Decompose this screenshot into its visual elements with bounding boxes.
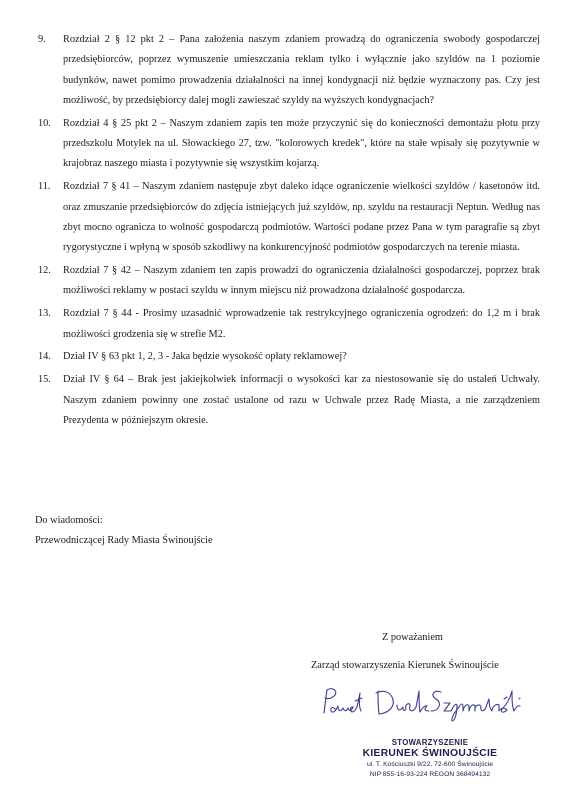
- item-number: 10.: [38, 117, 51, 129]
- stamp-tax-ids: NIP 855-16-93-224 REGON 368494132: [369, 771, 491, 778]
- list-item: [38, 261, 540, 302]
- item-number: 9.: [38, 34, 46, 45]
- item-text: Dział IV § 63 pkt 1, 2, 3 - Jaka będzie wysokość opłaty reklamowej?: [63, 351, 347, 363]
- item-number: 14.: [38, 351, 51, 363]
- list-item: [38, 177, 540, 258]
- stamp-address: ul. T. Kościuszki 9/22, 72-600 Świnoujście: [366, 761, 494, 768]
- item-text: Rozdział 7 § 44 - Prosimy uzasadnić wprowadzenie tak restrykcyjnego ograniczenia ogrodzeń: do 1,2 m i brak możliwości grodzenia się w strefie M2.: [63, 308, 540, 340]
- item-text: Rozdział 7 § 42 – Naszym zdaniem ten zapis prowadzi do ograniczenia działalności gospodarczej, poprzez brak możliwości reklamy w postaci szyldu w innym miejscu niż prowadzona działalność gospodarcza.: [63, 265, 540, 297]
- item-text: Rozdział 4 § 25 pkt 2 – Naszym zdaniem zapis ten może przyczynić się do konieczności demontażu płotu przy przedszkolu Motylek na ul. Słowackiego 27, tzw. "kolorowych kredek", które na stałe wpisały się pozytywnie w krajobraz naszego miasta i pozytywnie się wszystkim kojarzą.: [63, 117, 540, 170]
- cc-recipient: Przewodniczącej Rady Miasta Świnoujście: [35, 535, 213, 546]
- stamp-org-type: STOWARZYSZENIE: [391, 738, 469, 747]
- item-number: 15.: [38, 374, 51, 386]
- list-item: [38, 114, 540, 175]
- item-number: 11.: [38, 181, 51, 193]
- list-item: [38, 304, 540, 345]
- list-item: [38, 30, 540, 111]
- handwritten-signature: [318, 683, 528, 725]
- cc-block: [35, 511, 213, 551]
- cc-heading: Do wiadomości:: [35, 515, 103, 526]
- item-text: Rozdział 2 § 12 pkt 2 – Pana założenia naszym zdaniem prowadzą do ograniczenia swobody gospodarczej przedsiębiorców, poprzez wymuszenie umieszczania reklam tylko i wyłącznie jako szyldów na 1 poziomie budynków, nawet pomimo prowadzenia działalności na innej kondygnacji niż będzie wyznaczony pas. Czy jest możliwość, by przedsiębiorcy dalej mogli zawieszać szyldy na wyższych kondygnacjach?: [63, 34, 540, 106]
- item-number: 13.: [38, 308, 51, 320]
- item-number: 12.: [38, 265, 51, 277]
- closing-regards: Z poważaniem: [382, 632, 443, 643]
- list-item: [38, 347, 540, 367]
- item-text: Dział IV § 64 – Brak jest jakiejkolwiek informacji o wysokości kar za niestosowanie się do ustaleń Uchwały. Naszym zdaniem powinny one zostać ustalone od razu w Uchwale przez Radę Miasta, a nie zarządzeniem Prezydenta w późniejszym okresie.: [63, 374, 540, 426]
- item-text: Rozdział 7 § 41 – Naszym zdaniem następuje zbyt daleko idące ograniczenie wielkości szyldów / kasetonów itd. oraz zmuszanie przedsiębiorców do zdjęcia istniejących już szyldów, np. szyldu na restauracji Neptun. Według nas zbyt mocno ogranicza to wolność gospodarczą podmiotów. Wartości podane przez Pana w tym paragrafie są zbyt rygorystyczne i wpłyną w sposób szkodliwy na konkurencyjność podmiotów gospodarczych na terenie miasta.: [63, 181, 540, 254]
- list-item: [38, 370, 540, 431]
- numbered-list: [38, 30, 540, 434]
- stamp-org-name: KIERUNEK ŚWINOUJŚCIE: [362, 748, 498, 759]
- closing-association: Zarząd stowarzyszenia Kierunek Świnoujście: [311, 660, 499, 671]
- organization-stamp: [340, 738, 520, 780]
